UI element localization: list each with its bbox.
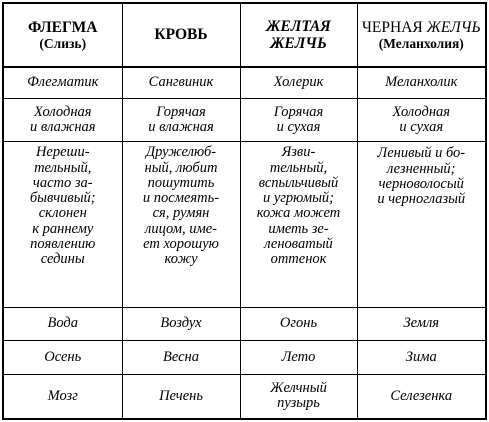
humors-table <box>4 4 485 418</box>
character-line: черноволосый <box>378 175 464 192</box>
character-line: Дружелюб- <box>145 144 217 161</box>
character-line: седины <box>40 250 85 267</box>
qualities-line: Холодная <box>33 103 92 120</box>
character-line: и черноглазый <box>377 191 466 208</box>
temperament-cell: Холерик <box>240 67 357 98</box>
header-blood <box>122 4 240 67</box>
temperament-cell: Флегматик <box>4 67 122 98</box>
character-line: и угрюмый; <box>262 190 335 207</box>
character-row <box>4 142 485 307</box>
header-yellow-bile-line1: ЖЕЛТАЯ <box>266 17 331 35</box>
character-line: Ленивый и бо- <box>377 145 466 162</box>
qualities-line: и влажная <box>148 119 214 136</box>
qualities-cell <box>357 98 485 142</box>
temperament-cell: Меланхолик <box>357 67 485 98</box>
character-line: бывчивый; <box>29 190 96 207</box>
header-yellow-bile-line2: ЖЕЛЧЬ <box>270 34 327 52</box>
qualities-cell <box>4 98 122 142</box>
character-line: пошутить <box>147 174 215 191</box>
header-yellow-bile <box>240 4 357 67</box>
season-cell: Лето <box>240 341 357 374</box>
element-row <box>4 307 485 340</box>
character-line: Язви- <box>281 144 316 161</box>
temperament-cell: Сангвиник <box>122 67 240 98</box>
character-line: лицом, име- <box>145 220 217 237</box>
character-line: часто за- <box>32 174 93 191</box>
organ-line: Желчный <box>270 380 327 397</box>
character-line: оттенок <box>270 250 327 267</box>
header-black-bile <box>357 4 485 67</box>
organ-line: Печень <box>159 387 203 404</box>
header-black-bile-line2: ЖЕЛЧЬ <box>426 18 481 36</box>
character-line: леноватый <box>264 235 333 252</box>
character-cell <box>240 142 357 307</box>
character-line: Нереши- <box>35 144 90 161</box>
character-cell <box>357 142 485 307</box>
element-cell: Земля <box>357 307 485 340</box>
header-phlegm-title: ФЛЕГМА <box>27 18 98 36</box>
temperament-row <box>4 67 485 98</box>
character-line: ет хорошую <box>143 235 219 252</box>
character-line: лезненный; <box>387 160 456 177</box>
season-cell: Зима <box>357 341 485 374</box>
qualities-row <box>4 98 485 142</box>
character-cell <box>4 142 122 307</box>
character-line: иметь зе- <box>268 220 329 237</box>
organ-cell <box>357 374 485 418</box>
qualities-cell <box>122 98 240 142</box>
season-cell: Весна <box>122 341 240 374</box>
header-phlegm-subtitle: (Слизь) <box>39 35 87 51</box>
character-line: ся, румян <box>152 205 210 222</box>
qualities-line: Холодная <box>392 103 451 120</box>
header-row <box>4 4 485 67</box>
qualities-cell <box>240 98 357 142</box>
organ-cell <box>122 374 240 418</box>
qualities-line: Горячая <box>156 103 206 120</box>
header-black-bile-line1: ЧЕРНАЯ <box>361 18 423 36</box>
organ-line: Селезенка <box>390 387 453 404</box>
character-cell <box>122 142 240 307</box>
qualities-line: Горячая <box>273 103 324 120</box>
qualities-line: и влажная <box>29 119 96 136</box>
character-line: ный, любит <box>144 159 218 176</box>
organ-cell <box>4 374 122 418</box>
character-line: тельный, <box>34 159 92 176</box>
organ-line: пузырь <box>277 395 320 412</box>
character-line: кожа может <box>256 205 341 222</box>
character-line: склонен <box>38 205 87 222</box>
organ-line: Мозг <box>47 387 78 404</box>
element-cell: Вода <box>4 307 122 340</box>
element-cell: Огонь <box>240 307 357 340</box>
character-line: тельный, <box>269 159 328 176</box>
header-black-bile-subtitle: (Меланхолия) <box>378 35 464 51</box>
header-blood-title: КРОВЬ <box>154 26 208 44</box>
qualities-line: и сухая <box>399 119 444 136</box>
header-phlegm <box>4 4 122 67</box>
organ-cell <box>240 374 357 418</box>
qualities-line: и сухая <box>276 119 321 136</box>
character-line: кожу <box>164 250 198 267</box>
season-cell: Осень <box>4 341 122 374</box>
organ-row <box>4 374 485 418</box>
character-line: к раннему <box>32 220 94 237</box>
season-row <box>4 341 485 374</box>
character-line: и посмеять- <box>142 190 220 207</box>
character-line: вспыльчивый <box>258 174 339 191</box>
character-line: появлению <box>30 235 96 252</box>
element-cell: Воздух <box>122 307 240 340</box>
